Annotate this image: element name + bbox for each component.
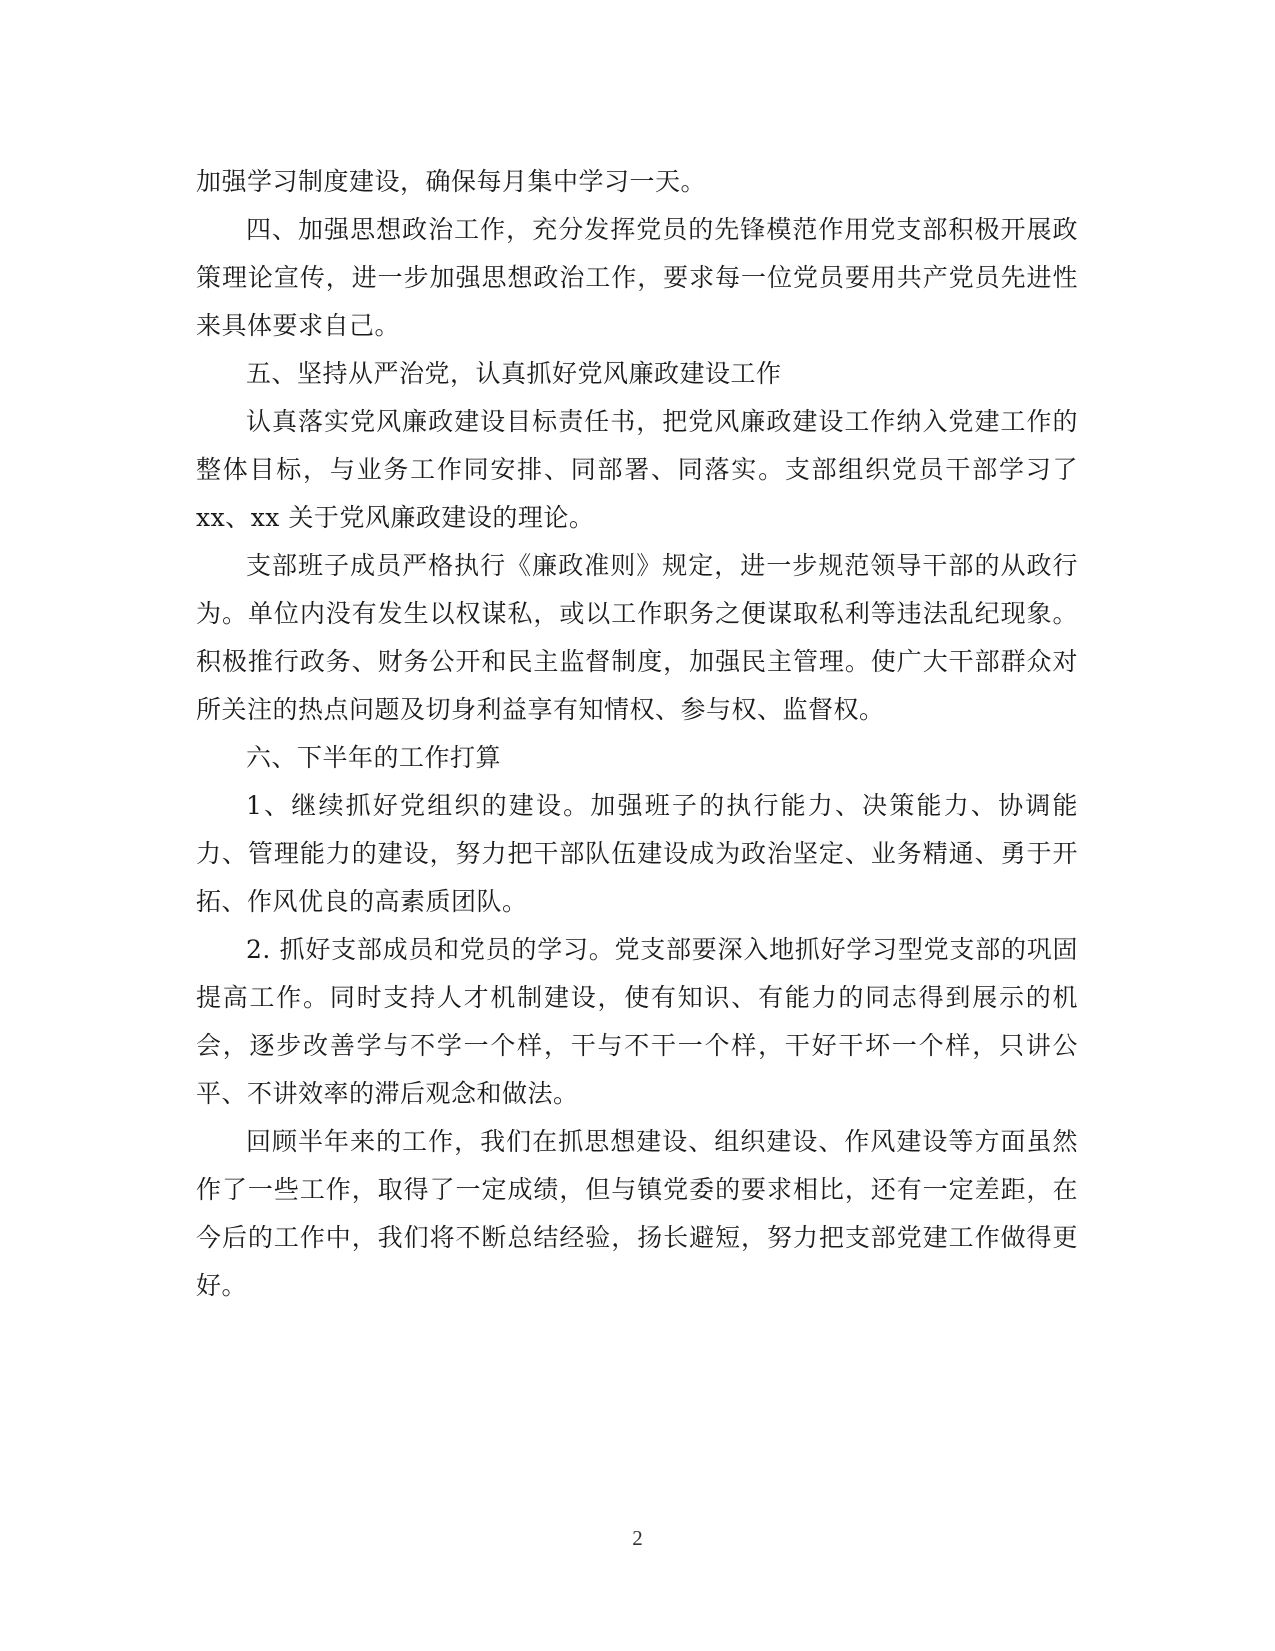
paragraph-responsibility: 认真落实党风廉政建设目标责任书，把党风廉政建设工作纳入党建工作的整体目标，与业务工作同安排、同部署、同落实。支部组织党员干部学习了 xx、xx 关于党风廉政建设的理论。 xyxy=(196,407,1078,532)
paragraph-plan-two: 2. 抓好支部成员和党员的学习。党支部要深入地抓好学习型党支部的巩固提高工作。同时支持人才机制建设，使有知识、有能力的同志得到展示的机会，逐步改善学与不学一个样，干与不干一个样，干好干坏一个样，只讲公平、不讲效率的滞后观念和做法。 xyxy=(196,935,1078,1108)
page-number: 2 xyxy=(632,1526,643,1550)
paragraph-continuation: 加强学习制度建设，确保每月集中学习一天。 xyxy=(196,167,707,196)
heading-section-five: 五、坚持从严治党，认真抓好党风廉政建设工作 xyxy=(246,359,782,388)
heading-section-six: 六、下半年的工作打算 xyxy=(246,743,502,772)
paragraph-plan-one: 1、继续抓好党组织的建设。加强班子的执行能力、决策能力、协调能力、管理能力的建设，努力把干部队伍建设成为政治坚定、业务精通、勇于开拓、作风优良的高素质团队。 xyxy=(196,791,1078,916)
paragraph-integrity-rules: 支部班子成员严格执行《廉政准则》规定，进一步规范领导干部的从政行为。单位内没有发生以权谋私，或以工作职务之便谋取私利等违法乱纪现象。积极推行政务、财务公开和民主监督制度，加强民主管理。使广大干部群众对所关注的热点问题及切身利益享有知情权、参与权、监督权。 xyxy=(196,551,1078,724)
paragraph-section-four: 四、加强思想政治工作，充分发挥党员的先锋模范作用党支部积极开展政策理论宣传，进一步加强思想政治工作，要求每一位党员要用共产党员先进性来具体要求自己。 xyxy=(196,215,1078,340)
paragraph-conclusion: 回顾半年来的工作，我们在抓思想建设、组织建设、作风建设等方面虽然作了一些工作，取得了一定成绩，但与镇党委的要求相比，还有一定差距，在今后的工作中，我们将不断总结经验，扬长避短，努力把支部党建工作做得更好。 xyxy=(196,1127,1078,1300)
document-body xyxy=(196,158,1078,1310)
